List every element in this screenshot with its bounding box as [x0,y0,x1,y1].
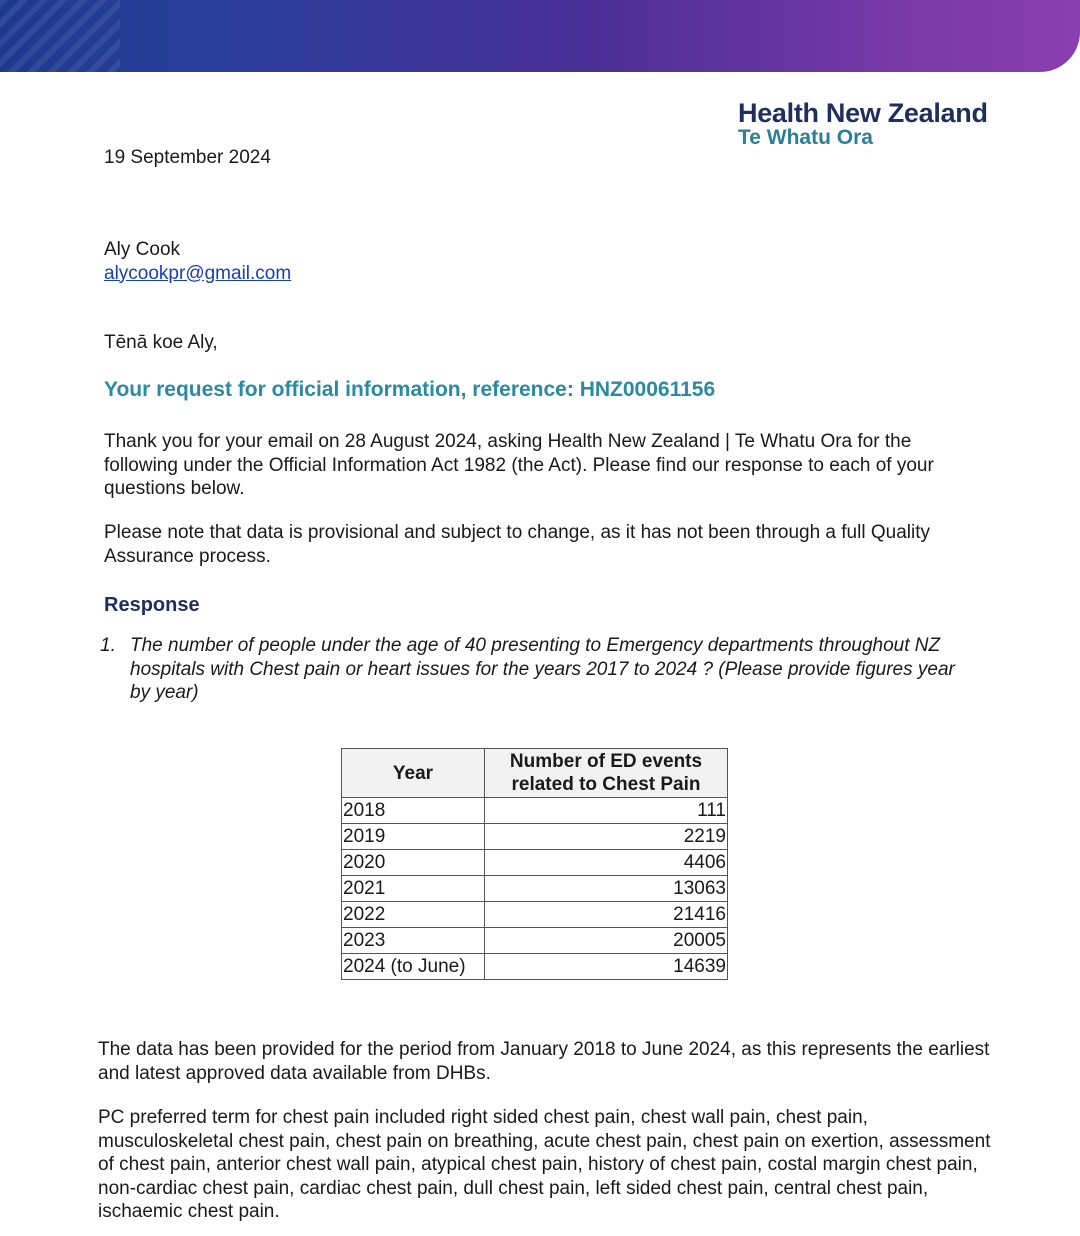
count-cell: 21416 [485,902,728,928]
ed-events-table [341,748,728,980]
count-cell: 13063 [485,876,728,902]
year-cell: 2023 [342,928,485,954]
header-banner [0,0,1080,72]
table-row [342,876,728,902]
recipient-email-link[interactable]: alycookpr@gmail.com [104,262,292,284]
table-row [342,902,728,928]
logo-sub-text: Te Whatu Ora [738,126,873,149]
year-cell: 2019 [342,824,485,850]
year-cell: 2022 [342,902,485,928]
year-cell: 2024 (to June) [342,954,485,980]
year-cell: 2018 [342,798,485,824]
table-row [342,850,728,876]
table-header-row [342,749,728,798]
question-number: 1. [100,635,116,656]
recipient-block [104,238,291,285]
count-cell: 2219 [485,824,728,850]
question-item [100,634,980,705]
recipient-name: Aly Cook [104,239,181,260]
table-row [342,798,728,824]
table-row [342,928,728,954]
logo [738,96,988,150]
count-cell: 20005 [485,928,728,954]
provisional-note: Please note that data is provisional and subject to change, as it has not been through a full Quality Assurance process. [104,522,930,567]
count-cell: 14639 [485,954,728,980]
question-text: The number of people under the age of 40 presenting to Emergency departments throughout NZ hospitals with Chest pain or heart issues for the years 2017 to 2024 ? (Please provide figures year by year) [130,635,955,703]
count-cell: 4406 [485,850,728,876]
banner-pattern [0,0,120,72]
response-heading: Response [104,594,200,616]
table-row [342,824,728,850]
year-cell: 2021 [342,876,485,902]
column-header-count: Number of ED events related to Chest Pain [485,749,728,798]
greeting: Tēnā koe Aly, [104,332,218,353]
chest-pain-terms-paragraph: PC preferred term for chest pain included right sided chest pain, chest wall pain, chest pain, musculoskeletal chest pain, chest pain on breathing, acute chest pain, chest pain on exertion, assessment of chest pain, anterior chest wall pain, atypical chest pain, history of chest pain, costal margin chest pain, non-cardiac chest pain, cardiac chest pain, dull chest pain, left sided chest pain, central chest pain, ischaemic chest pain. [98,1107,991,1222]
year-cell: 2020 [342,850,485,876]
column-header-year: Year [342,749,485,798]
logo-main-text: Health New Zealand [738,98,988,128]
reference-heading: Your request for official information, reference: HNZ00061156 [104,378,716,401]
intro-paragraph: Thank you for your email on 28 August 2024, asking Health New Zealand | Te Whatu Ora for the following under the Official Information Act 1982 (the Act). Please find our response to each of your questions below. [104,431,934,499]
data-period-paragraph: The data has been provided for the period from January 2018 to June 2024, as this represents the earliest and latest approved data available from DHBs. [98,1039,990,1084]
table-row [342,954,728,980]
count-cell: 111 [485,798,728,824]
letter-date: 19 September 2024 [104,147,271,168]
